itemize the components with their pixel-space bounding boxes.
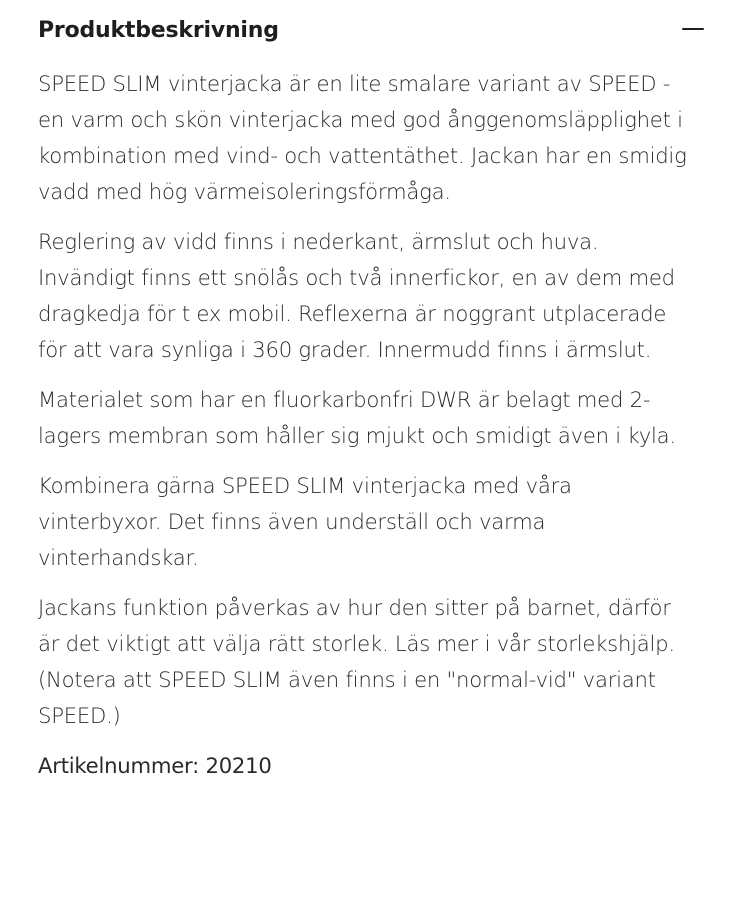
description-paragraph: Reglering av vidd finns i nederkant, ärmslut och huva. Invändigt finns ett snölås och två innerfickor, en av dem med dragkedja för t ex mobil. Reflexerna är noggrant utplacerade för att vara synliga i 360 grader. Innermudd finns i ärmslut. [38, 229, 675, 362]
section-title: Produktbeskrivning [38, 17, 279, 43]
description-paragraph: Materialet som har en fluorkarbonfri DWR är belagt med 2-lagers membran som håller sig mjukt och smidigt även i kyla. [38, 387, 676, 448]
description-paragraph: SPEED SLIM vinterjacka är en lite smalare variant av SPEED - en varm och skön vinterjacka med god ånggenomsläpplighet i kombination med vind- och vattentäthet. Jackan har en smidig vadd med hög värmeisoleringsförmåga. [38, 71, 687, 204]
minus-bar [682, 28, 704, 31]
description-paragraph: Jackans funktion påverkas av hur den sitter på barnet, därför är det viktigt att välja rätt storlek. Läs mer i vår storlekshjälp. (Notera att SPEED SLIM även finns i en "normal-vid" variant SPEED.) [38, 595, 675, 728]
accordion-header[interactable] [38, 0, 696, 58]
minus-icon[interactable] [681, 19, 705, 39]
description-paragraph: Kombinera gärna SPEED SLIM vinterjacka med våra vinterbyxor. Det finns även underställ och varma vinterhandskar. [38, 473, 572, 570]
description-body [38, 58, 696, 784]
article-number: Artikelnummer: 20210 [38, 753, 272, 778]
